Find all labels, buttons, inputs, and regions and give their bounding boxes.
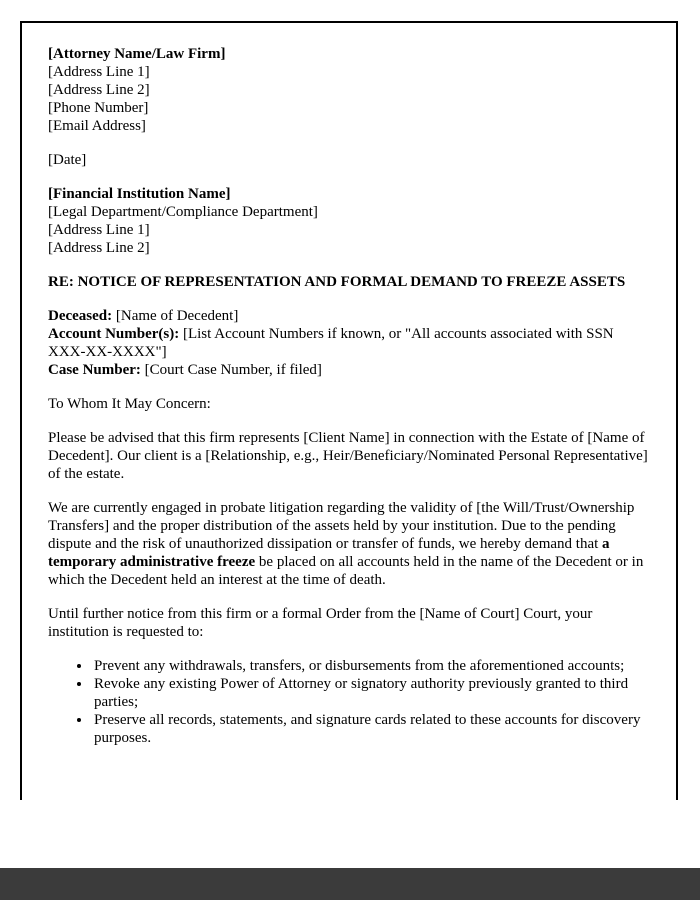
deceased-line <box>48 307 650 325</box>
recipient-address-2: [Address Line 2] <box>48 240 150 256</box>
demand-paragraph-bold: a temporary administrative freeze <box>48 536 610 570</box>
list-item: • Prevent any withdrawals, transfers, or disbursements from the aforementioned accounts; <box>92 657 650 675</box>
demand-paragraph-post: be placed on all accounts held in the name of the Decedent or in which the Decedent held an interest at the time of death. <box>48 554 644 588</box>
case-number-label: Case Number: <box>48 362 141 378</box>
account-number-label: Account Number(s): <box>48 326 180 342</box>
demand-paragraph <box>48 499 650 589</box>
case-meta-block <box>48 307 650 379</box>
sender-address-2: [Address Line 2] <box>48 82 150 98</box>
deceased-label: Deceased: <box>48 308 113 324</box>
recipient-name: [Financial Institution Name] <box>48 186 231 202</box>
letter-page-frame <box>20 21 678 800</box>
request-intro-paragraph: Until further notice from this firm or a formal Order from the [Name of Court] Court, your institution is requested to: <box>48 606 593 640</box>
account-number-value: [List Account Numbers if known, or "All accounts associated with SSN XXX-XX-XXXX"] <box>48 326 614 360</box>
letter-content <box>22 23 676 747</box>
salutation: To Whom It May Concern: <box>48 396 211 412</box>
date-line: [Date] <box>48 152 87 168</box>
subject-line: RE: NOTICE OF REPRESENTATION AND FORMAL DEMAND TO FREEZE ASSETS <box>48 274 626 290</box>
demand-list <box>48 657 650 747</box>
bottom-bar <box>0 868 700 900</box>
case-number-line <box>48 361 650 379</box>
sender-address-1: [Address Line 1] <box>48 64 150 80</box>
sender-email: [Email Address] <box>48 118 146 134</box>
list-item: • Preserve all records, statements, and signature cards related to these accounts for discovery purposes. <box>92 711 650 747</box>
sender-block <box>48 45 650 135</box>
demand-paragraph-pre: We are currently engaged in probate litigation regarding the validity of [the Will/Trust/Ownership Transfers] and the proper distribution of the assets held by your institution. Due to the pending dispute and the risk of unauthorized dissipation or transfer of funds, we hereby demand that <box>48 500 635 552</box>
date-block <box>48 151 650 169</box>
representation-paragraph: Please be advised that this firm represents [Client Name] in connection with the Estate of [Name of Decedent]. Our client is a [Relationship, e.g., Heir/Beneficiary/Nominated Personal Representative] of the estate. <box>48 430 648 482</box>
recipient-block <box>48 185 650 257</box>
case-number-value: [Court Case Number, if filed] <box>140 362 322 378</box>
recipient-address-1: [Address Line 1] <box>48 222 150 238</box>
deceased-value: [Name of Decedent] <box>112 308 239 324</box>
sender-phone: [Phone Number] <box>48 100 149 116</box>
recipient-department: [Legal Department/Compliance Department] <box>48 204 318 220</box>
list-item: • Revoke any existing Power of Attorney or signatory authority previously granted to third parties; <box>92 675 650 711</box>
sender-name: [Attorney Name/Law Firm] <box>48 46 226 62</box>
account-number-line <box>48 325 650 361</box>
